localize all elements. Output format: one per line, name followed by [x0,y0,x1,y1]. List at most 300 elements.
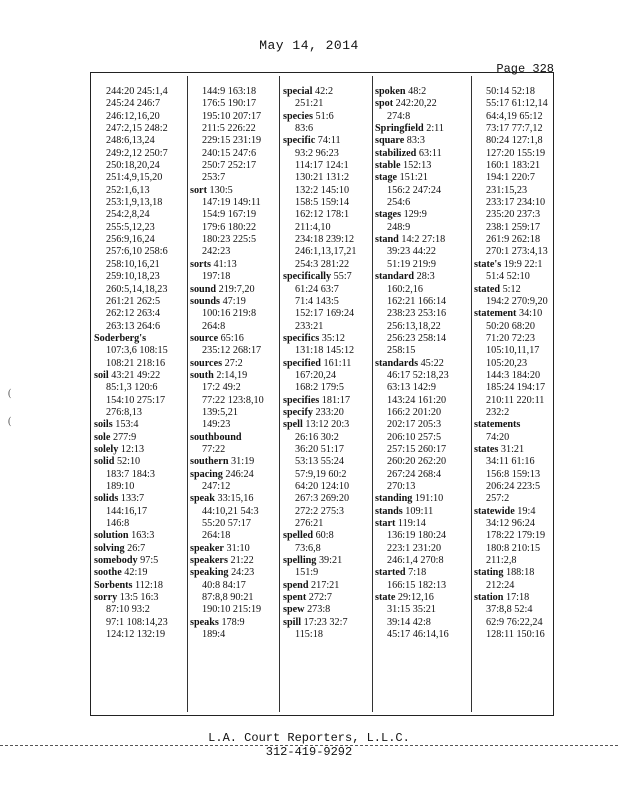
index-word: specified [283,357,321,369]
index-word: species [283,110,313,122]
index-refs: 24:23 [228,567,255,579]
index-term [190,493,278,505]
index-refs: 153:4 [112,419,139,431]
index-refs: 55:7 [331,271,352,283]
scan-mark: ( [8,388,12,399]
index-refs-line: 251:21 [295,98,324,110]
reporter-phone: 312-419-9292 [265,745,353,759]
index-refs-line: 179:6 180:22 [202,221,257,233]
index-refs-line: 128:11 150:16 [486,629,545,641]
index-refs-line: 254:2,8,24 [106,209,150,221]
index-refs-line: 267:3 269:20 [295,493,350,505]
index-term [375,209,463,221]
index-refs-line: 242:23 [202,246,231,258]
index-refs: 7:18 [405,567,427,579]
index-refs: 273:8 [304,604,331,616]
index-word: southbound [190,431,242,443]
index-term [375,135,463,147]
index-refs: 17:23 32:7 [301,616,348,628]
index-refs: 119:14 [395,518,426,530]
index-refs-line: 80:24 127:1,8 [486,135,543,147]
index-refs-line: 183:7 184:3 [106,468,155,480]
index-term [375,358,463,370]
index-word: stand [375,234,399,246]
index-refs-line: 254:6 [387,197,411,209]
index-refs-line: 105:10,11,17 [486,345,540,357]
index-word: statement [474,308,517,320]
index-refs-line: 189:4 [202,629,226,641]
index-word: statements [474,419,521,431]
index-refs-line: 272:2 275:3 [295,505,344,517]
index-term [375,271,463,283]
index-refs-line: 185:24 194:17 [486,382,546,394]
index-refs-line: 260:5,14,18,23 [106,283,168,295]
index-refs: 152:13 [400,160,432,172]
index-refs-line: 71:4 143:5 [295,295,339,307]
index-word: standards [375,357,419,369]
index-refs: 83:3 [404,135,425,147]
index-refs-line: 144:9 163:18 [202,86,257,97]
index-refs: 233:20 [313,406,344,418]
index-refs-line: 40:8 84:17 [202,579,246,591]
index-refs-line: 262:12 263:4 [106,308,161,320]
index-column-1 [94,86,182,641]
index-refs-line: 223:1 231:20 [387,542,442,554]
index-term [375,98,463,110]
column-divider [372,76,373,712]
index-refs: 48:2 [405,86,427,97]
index-refs: 63:11 [416,147,442,159]
index-refs: 129:9 [401,209,427,221]
scan-mark: ( [8,416,12,427]
index-refs-line: 156:8 159:13 [486,468,541,480]
index-refs-line: 156:2 247:24 [387,184,442,196]
index-refs: 21:22 [227,555,254,567]
index-term [375,592,463,604]
index-word: spelling [283,555,317,567]
index-term [375,518,463,530]
index-refs: 13:12 20:3 [302,419,350,431]
index-refs-line: 234:18 239:12 [295,234,355,246]
index-refs-line: 17:2 49:2 [202,382,241,394]
index-refs: 181:17 [319,394,351,406]
index-refs-line: 263:13 264:6 [106,320,161,332]
index-refs: 42:19 [121,567,148,579]
index-refs-line: 261:21 262:5 [106,295,161,307]
index-refs: 42:2 [312,86,334,97]
index-term [190,185,278,197]
index-refs-line: 260:20 262:20 [387,456,447,468]
index-refs-line: 167:20,24 [295,369,337,381]
index-refs-line: 257:15 260:17 [387,443,447,455]
index-refs-line: 77:22 [202,443,226,455]
index-refs-line: 232:2 [486,406,510,418]
index-refs-line: 162:12 178:1 [295,209,350,221]
index-term [283,419,371,431]
index-refs-line: 257:2 [486,493,510,505]
index-term [190,259,278,271]
index-refs-line: 189:10 [106,481,135,492]
index-refs-line: 107:3,6 108:15 [106,345,168,357]
index-refs: 31:19 [228,456,255,468]
index-term [283,604,371,616]
index-refs-line: 39:14 42:8 [387,616,431,628]
index-term [190,555,278,567]
index-refs: 33:15,16 [214,493,254,505]
index-word: state's [474,258,502,270]
index-term [94,333,182,345]
index-refs-line: 162:21 166:14 [387,295,447,307]
index-refs-line: 31:15 35:21 [387,604,436,616]
index-term [375,160,463,172]
index-refs: 34:10 [516,308,543,320]
index-term [283,86,371,98]
index-word: speakers [190,555,228,567]
column-divider [279,76,280,712]
index-term [375,506,463,518]
index-refs-line: 238:1 259:17 [486,221,541,233]
index-refs-line: 151:9 [295,567,319,579]
index-refs: 31:21 [498,443,525,455]
index-refs: 242:20,22 [393,98,437,110]
index-term [190,370,278,382]
index-refs-line: 64:4,19 65:12 [486,110,543,122]
index-refs-line: 195:10 207:17 [202,110,262,122]
index-term [94,580,182,592]
index-refs: 60:8 [313,530,334,542]
index-refs-line: 176:5 190:17 [202,98,257,110]
index-word: standard [375,271,415,283]
index-word: Springfield [375,123,424,135]
index-word: stating [474,567,504,579]
index-term [283,111,371,123]
index-refs-line: 238:23 253:16 [387,308,447,320]
index-term [283,555,371,567]
transcript-date: May 14, 2014 [259,38,359,53]
footer [0,731,618,759]
index-term [474,567,562,579]
index-refs: 45:22 [418,357,444,369]
index-word: standing [375,493,413,505]
index-word: speak [190,493,215,505]
index-term [94,592,182,604]
index-refs-line: 105:20,23 [486,357,528,369]
index-word: south [190,369,214,381]
index-word: solids [94,493,119,505]
index-refs-line: 233:17 234:10 [486,197,546,209]
index-refs-line: 255:5,12,23 [106,221,155,233]
index-refs: 161:11 [320,357,352,369]
index-refs-line: 197:18 [202,271,231,283]
index-refs: 26:7 [124,542,146,554]
reporter-name: L.A. Court Reporters, L.L.C. [208,731,410,745]
index-refs-line: 87:8,8 90:21 [202,592,254,604]
index-word: specific [283,135,316,147]
page-number: Page 328 [496,62,554,76]
index-refs: 109:11 [402,505,434,517]
index-refs-line: 139:5,21 [202,406,238,418]
index-refs-line: 180:8 210:15 [486,542,541,554]
index-refs: 112:18 [132,579,163,591]
index-refs-line: 44:10,21 54:3 [202,505,259,517]
index-term [190,432,278,444]
index-refs-line: 77:22 123:8,10 [202,394,264,406]
index-refs-line: 259:10,18,23 [106,271,160,283]
index-refs-line: 46:17 52:18,23 [387,369,449,381]
index-term [474,419,562,431]
index-refs-line: 235:20 237:3 [486,209,541,221]
index-refs-line: 64:20 124:10 [295,481,350,492]
index-term [190,296,278,308]
index-term [190,567,278,579]
index-refs-line: 212:24 [486,579,515,591]
index-refs-line: 149:23 [202,419,231,431]
index-refs: 35:12 [319,332,345,344]
index-word: stable [375,160,401,172]
index-refs-line: 115:18 [295,629,323,641]
index-refs-line: 130:21 131:2 [295,172,350,184]
index-term [283,407,371,419]
index-refs-line: 168:2 179:5 [295,382,344,394]
index-word: stands [375,505,403,517]
index-refs-line: 36:20 51:17 [295,443,344,455]
index-column-2 [190,86,278,641]
index-refs-line: 249:2,12 250:7 [106,147,168,159]
index-word: stages [375,209,402,221]
index-word: solving [94,542,125,554]
index-term [190,469,278,481]
index-refs: 31:10 [223,542,250,554]
index-refs-line: 51:19 219:9 [387,258,436,270]
index-refs-line: 160:1 183:21 [486,160,541,172]
index-refs-line: 166:2 201:20 [387,406,442,418]
index-term [474,308,562,320]
index-refs-line: 206:10 257:5 [387,431,442,443]
index-term [94,456,182,468]
index-refs-line: 131:18 145:12 [295,345,355,357]
index-word: spacing [190,468,223,480]
index-refs-line: 178:22 179:19 [486,530,546,542]
index-refs-line: 252:1,6,13 [106,184,150,196]
index-refs-line: 258:10,16,21 [106,258,160,270]
index-term [283,617,371,629]
index-word: speaker [190,542,224,554]
index-refs-line: 244:20 245:1,4 [106,86,168,97]
index-word: speaking [190,567,229,579]
index-refs-line: 144:3 184:20 [486,369,541,381]
index-refs-line: 73:17 77:7,12 [486,123,543,135]
index-word: spoken [375,86,406,97]
index-term [474,444,562,456]
index-refs-line: 210:11 220:11 [486,394,545,406]
index-refs-line: 57:9,19 60:2 [295,468,347,480]
index-word: started [375,567,406,579]
index-term [283,580,371,592]
index-refs-line: 246:1,4 270:8 [387,555,444,567]
index-word: stated [474,283,501,295]
index-refs-line: 97:1 108:14,23 [106,616,168,628]
index-refs-line: 152:17 169:24 [295,308,355,320]
index-refs-line: 154:10 275:17 [106,394,166,406]
index-refs-line: 276:8,13 [106,406,142,418]
index-refs: 17:18 [503,592,530,604]
index-term [375,493,463,505]
index-term [375,86,463,98]
index-word: sounds [190,295,221,307]
index-refs-line: 247:2,15 248:2 [106,123,168,135]
index-refs: 5:12 [500,283,521,295]
index-refs-line: 270:1 273:4,13 [486,246,548,258]
index-refs-line: 34:11 61:16 [486,456,535,468]
index-refs-line: 71:20 72:23 [486,332,535,344]
index-refs: 47:19 [220,295,246,307]
index-refs: 188:18 [503,567,535,579]
index-word: square [375,135,405,147]
index-term [375,148,463,160]
index-term [190,617,278,629]
index-word: spent [283,592,307,604]
index-refs-line: 63:13 142:9 [387,382,436,394]
index-refs: 277:9 [110,431,137,443]
index-refs-line: 37:8,8 52:4 [486,604,533,616]
index-refs-line: 55:17 61:12,14 [486,98,548,110]
index-term [283,395,371,407]
index-word: solid [94,456,115,468]
index-column-3 [283,86,371,641]
index-word: states [474,443,499,455]
index-term [283,592,371,604]
index-refs-line: 166:15 182:13 [387,579,447,591]
index-term [94,530,182,542]
index-refs-line: 254:3 281:22 [295,258,350,270]
index-refs: 14:2 27:18 [398,234,446,246]
index-term [94,567,182,579]
index-term [283,135,371,147]
index-refs: 19:4 [514,505,536,517]
index-term [94,444,182,456]
index-refs-line: 39:23 44:22 [387,246,436,258]
index-refs-line: 276:21 [295,518,324,530]
index-term [474,259,562,271]
index-refs-line: 55:20 57:17 [202,518,251,530]
index-refs-line: 211:5 226:22 [202,123,256,135]
index-refs: 163:3 [128,530,155,542]
index-word: start [375,518,396,530]
index-word: solely [94,443,119,455]
index-word: solution [94,530,129,542]
index-word: sources [190,357,223,369]
index-term [375,567,463,579]
index-refs: 52:10 [114,456,141,468]
index-refs-line: 258:15 [387,345,416,357]
index-refs-line: 26:16 30:2 [295,431,339,443]
index-term [190,333,278,345]
index-refs-line: 62:9 76:22,24 [486,616,543,628]
index-column-4 [375,86,463,641]
index-refs: 151:21 [397,172,428,184]
index-refs-line: 274:8 [387,110,411,122]
index-refs-line: 250:7 252:17 [202,160,257,172]
index-refs-line: 253:1,9,13,18 [106,197,163,209]
index-word: specifics [283,332,320,344]
index-refs: 39:21 [316,555,343,567]
index-refs-line: 206:24 223:5 [486,481,541,492]
index-refs-line: 147:19 149:11 [202,197,261,209]
index-refs-line: 83:6 [295,123,314,135]
index-refs-line: 124:12 132:19 [106,629,166,641]
index-refs-line: 256:9,16,24 [106,234,155,246]
index-word: soil [94,369,109,381]
index-refs: 97:5 [137,555,159,567]
index-term [375,172,463,184]
index-refs: 19:9 22:1 [501,258,543,270]
index-refs-line: 270:13 [387,481,416,492]
index-refs: 43:21 49:22 [108,369,161,381]
index-word: special [283,86,313,97]
index-word: specifies [283,394,320,406]
index-refs-line: 211:4,10 [295,221,331,233]
index-refs: 2:14,19 [213,369,248,381]
index-refs: 219:7,20 [216,283,255,295]
index-term [474,284,562,296]
index-word: sound [190,283,217,295]
index-refs: 65:16 [218,332,244,344]
index-refs: 2:11 [423,123,444,135]
index-refs: 74:11 [315,135,341,147]
index-word: spew [283,604,305,616]
index-term [283,530,371,542]
index-term [283,271,371,283]
index-refs-line: 146:8 [106,518,130,530]
index-refs-line: 100:16 219:8 [202,308,257,320]
index-word: Soderberg's [94,332,147,344]
index-refs-line: 158:5 159:14 [295,197,350,209]
index-word: Sorbents [94,579,133,591]
index-word: spelled [283,530,314,542]
index-refs: 130:5 [206,184,233,196]
index-refs-line: 194:1 220:7 [486,172,535,184]
index-refs-line: 85:1,3 120:6 [106,382,158,394]
index-refs-line: 231:15,23 [486,184,528,196]
index-word: speaks [190,616,219,628]
index-word: spot [375,98,394,110]
column-divider [471,76,472,712]
index-term [94,555,182,567]
index-word: sorts [190,258,211,270]
index-refs: 29:12,16 [395,592,434,604]
index-refs-line: 108:21 218:16 [106,357,166,369]
index-refs-line: 154:9 167:19 [202,209,257,221]
index-word: spell [283,419,303,431]
index-term [190,284,278,296]
index-refs: 246:24 [222,468,254,480]
index-refs-line: 229:15 231:19 [202,135,262,147]
index-refs-line: 246:1,13,17,21 [295,246,357,258]
index-word: somebody [94,555,138,567]
index-refs: 13:5 16:3 [117,592,159,604]
index-term [94,370,182,382]
index-refs-line: 93:2 96:23 [295,147,339,159]
index-refs: 133:7 [118,493,145,505]
index-refs-line: 114:17 124:1 [295,160,349,172]
index-refs-line: 267:24 268:4 [387,468,442,480]
index-refs-line: 127:20 155:19 [486,147,546,159]
index-refs-line: 235:12 268:17 [202,345,262,357]
index-refs-line: 256:13,18,22 [387,320,441,332]
index-term [474,592,562,604]
index-refs-line: 248:6,13,24 [106,135,155,147]
index-refs-line: 257:6,10 258:6 [106,246,168,258]
